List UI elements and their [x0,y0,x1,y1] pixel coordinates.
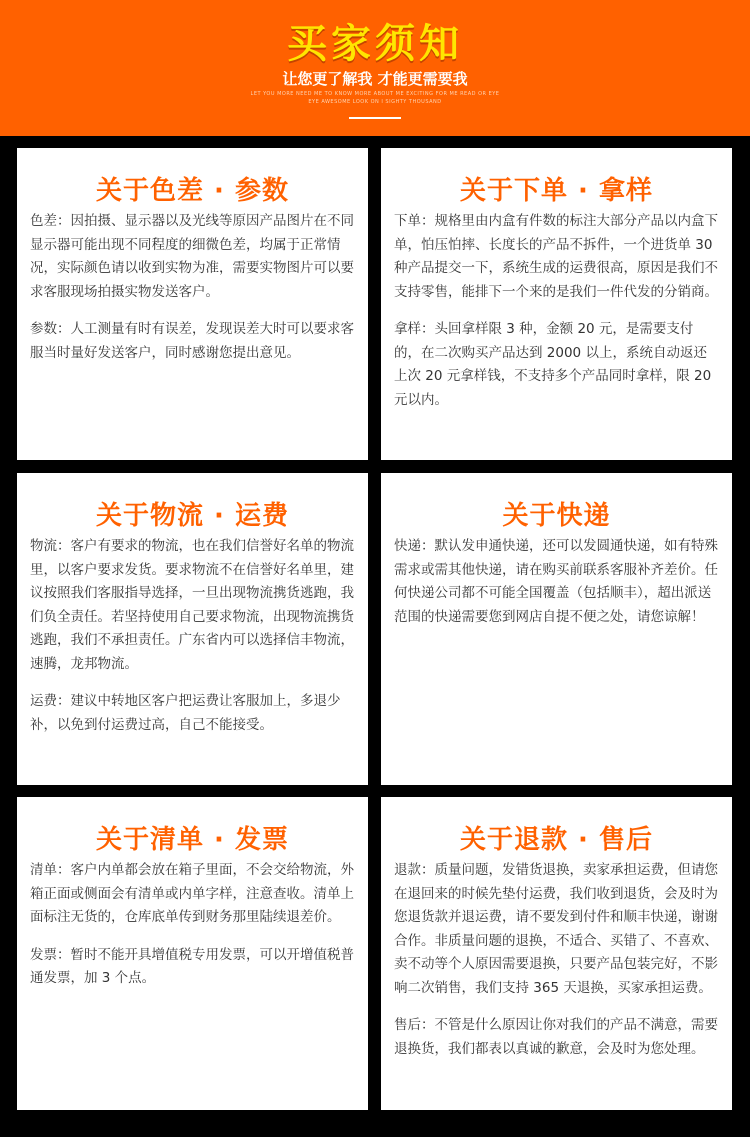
card-title: 关于快递 [502,501,611,531]
card-title: 关于下单 · 拿样 [460,176,653,206]
card-paragraph: 物流：客户有要求的物流，也在我们信誉好名单的物流里，以客户要求发货。要求物流不在信誉好名单里，建议按照我们客服指导选择，一旦出现物流携货逃跑，我们负全责任。若坚持使用自己要求物流，出现物流携货逃跑，我们不承担责任。广东省内可以选择信丰物流，速腾，龙邦物流。 [30,538,354,672]
card-title: 关于物流 · 运费 [96,501,289,531]
card-logistics-freight [17,473,368,785]
card-paragraph: 退款：质量问题，发错货退换，卖家承担运费，但请您在退回来的时候先垫付运费，我们收到退货，会及时为您退货款并退运费，请不要发到付件和顺丰快递，谢谢合作。非质量问题的退换，不适合、买错了、不喜欢、卖不动等个人原因需要退换，只要产品包装完好，不影响二次销售，我们支持 365 天退换，买家承担运费。 [394,862,718,996]
card-body [394,859,720,1075]
card-paragraph: 快递：默认发申通快递，还可以发圆通快递，如有特殊需求或需其他快递，请在购买前联系客服补齐差价。任何快递公司都不可能全国覆盖（包括顺丰），超出派送范围的快递需要您到网店自提不便之处，请您谅解！ [394,538,718,625]
card-body [30,535,356,751]
header-banner [0,0,750,136]
card-body [30,210,356,379]
card-order-sample [381,148,732,460]
card-paragraph: 下单：规格里由内盒有件数的标注大部分产品以内盒下单，怕压怕摔、长度长的产品不拆件，一个进货单 30 种产品提交一下，系统生成的运费很高，原因是我们不支持零售，能排下一个来的是我们一件代发的分销商。 [394,213,718,300]
card-list-invoice [17,797,368,1110]
card-title: 关于清单 · 发票 [96,825,289,855]
card-express [381,473,732,785]
card-refund-aftersales [381,797,732,1110]
card-body [30,859,356,1005]
card-paragraph: 拿样：头回拿样限 3 种，金额 20 元，是需要支付的，在二次购买产品达到 2000 以上，系统自动返还上次 20 元拿样钱，不支持多个产品同时拿样，限 20 元以内。 [394,321,712,408]
card-paragraph: 清单：客户内单都会放在箱子里面，不会交给物流，外箱正面或侧面会有清单或内单字样，注意查收。清单上面标注无货的，仓库底单传到财务那里陆续退差价。 [30,862,354,925]
card-paragraph: 售后：不管是什么原因让你对我们的产品不满意，需要退换货，我们都表以真诚的歉意，会及时为您处理。 [394,1017,718,1057]
card-paragraph: 色差：因拍摄、显示器以及光线等原因产品图片在不同显示器可能出现不同程度的细微色差，均属于正常情况，实际颜色请以收到实物为准，需要实物图片可以要求客服现场拍摄实物发送客户。 [30,213,354,300]
card-body [394,535,720,643]
english-tagline: LET YOU MORE NEED ME TO KNOW MORE ABOUT ME EXCITING FOR ME READ OR EYE EYE AWESOME LOOK ON I SIGHTY THOUSAND [250,91,500,105]
card-color-params [17,148,368,460]
card-paragraph: 发票：暂时不能开具增值税专用发票，可以开增值税普通发票，加 3 个点。 [30,946,354,986]
card-title: 关于退款 · 售后 [460,825,653,855]
card-paragraph: 运费：建议中转地区客户把运费让客服加上，多退少补，以免到付运费过高，自己不能接受。 [30,693,341,733]
title-underline [349,117,401,119]
card-body [394,210,720,426]
page-subtitle: 让您更了解我 才能更需要我 [282,70,468,88]
card-title: 关于色差 · 参数 [96,176,289,206]
page-title: 买家须知 [287,21,463,67]
card-paragraph: 参数：人工测量有时有误差，发现误差大时可以要求客服当时量好发送客户，同时感谢您提出意见。 [30,321,354,361]
